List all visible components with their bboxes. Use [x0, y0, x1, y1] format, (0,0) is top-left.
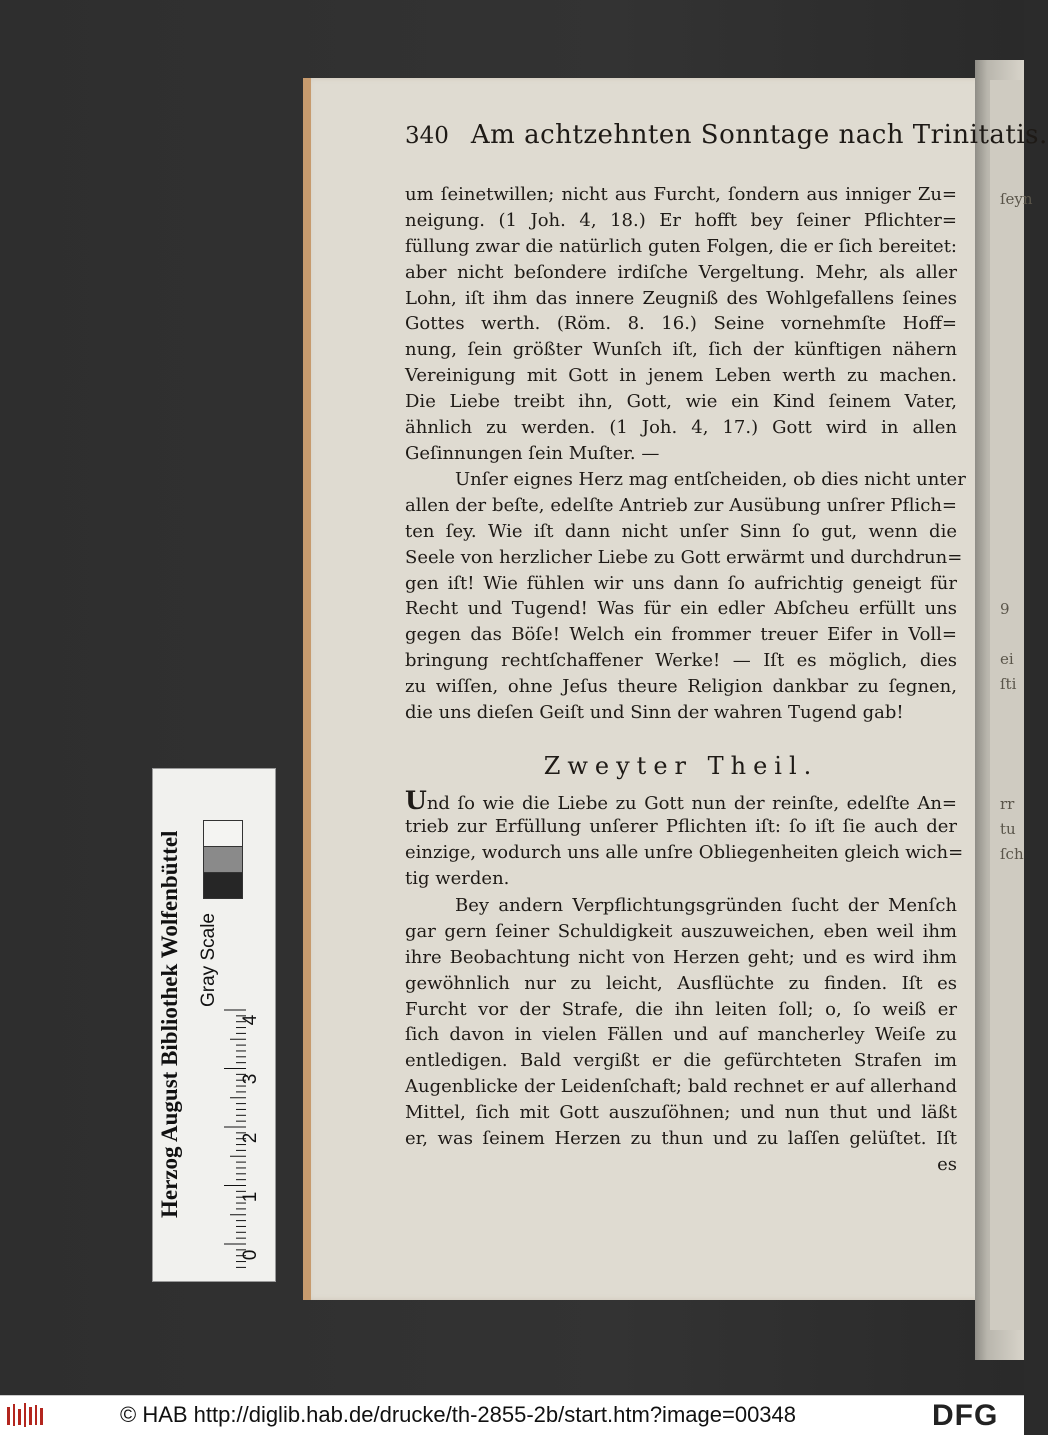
- text-line: Seele von herzlicher Liebe zu Gott erwärmt und durchdrun=: [405, 546, 963, 568]
- gray-swatch-mid: [203, 846, 243, 873]
- section-heading: Zweyter Theil.: [543, 752, 819, 780]
- copyright-url: © HAB http://diglib.hab.de/drucke/th-2855-2b/start.htm?image=00348: [120, 1402, 797, 1427]
- text-line: füllung zwar die natürlich guten Folgen, die er ſich bereitet:: [405, 235, 957, 257]
- text-line: entledigen. Bald vergißt er die gefürchteten Strafen im: [405, 1050, 957, 1072]
- text-line: Vereinigung mit Gott in jenem Leben werth zu machen.: [405, 365, 957, 387]
- text-line: Mittel, ſich mit Gott auszuſöhnen; und nun thut und läßt: [405, 1102, 957, 1124]
- text-line: Unſer eignes Herz mag entſcheiden, ob dies nicht unter: [455, 469, 966, 490]
- text-line: gen iſt! Wie fühlen wir uns dann ſo aufrichtig geneigt für: [405, 572, 957, 594]
- text-line: allen der beſte, edelſte Antrieb zur Ausübung unſrer Pflich=: [405, 494, 957, 516]
- text-line: trieb zur Erfüllung unſerer Pflichten iſt: ſo iſt ſie auch der: [405, 815, 957, 837]
- text-line: Furcht vor der Strafe, die ihn leiten ſoll; o, ſo weiß er: [405, 998, 957, 1020]
- text-line: Lohn, iſt ihm das innere Zeugniß des Wohlgefallens ſeines: [405, 287, 957, 309]
- text-line: ten ſey. Wie iſt dann nicht unſer Sinn ſo gut, wenn die: [405, 520, 957, 542]
- ruler-number: 2: [240, 1132, 261, 1144]
- adjacent-page-fragment: tu: [1000, 820, 1016, 838]
- adjacent-page-fragment: 9: [1000, 600, 1010, 618]
- adjacent-page-inner: [990, 80, 1024, 1330]
- text-line: gegen das Böſe! Welch ein frommer treuer Eifer in Voll=: [405, 624, 957, 646]
- catchword: es: [937, 1153, 957, 1175]
- text-line: einzige, wodurch uns alle unſre Obliegenheiten gleich wich=: [405, 841, 964, 863]
- barcode-logo-icon: [6, 1401, 48, 1429]
- running-head-title: Am achtzehnten Sonntage nach Trinitatis.: [470, 120, 1048, 150]
- text-line: Augenblicke der Leidenſchaft; bald rechnet er auf allerhand: [405, 1076, 957, 1098]
- text-line: Die Liebe treibt ihn, Gott, wie ein Kind ſeinem Vater,: [405, 391, 957, 413]
- adjacent-page-fragment: ſeyn: [1000, 190, 1033, 208]
- ruler-number: 1: [240, 1191, 261, 1203]
- gray-swatch-light: [203, 820, 243, 847]
- text-line: er, was ſeinem Herzen zu thun und zu laſſen gelüſtet. Iſt: [405, 1128, 957, 1150]
- adjacent-page-fragment: ſch: [1000, 845, 1024, 863]
- text-line-with-dropcap: [405, 788, 957, 814]
- text-line: gar gern ſeiner Schuldigkeit auszuweichen, eben weil ihm: [405, 920, 957, 942]
- ruler-number: 0: [240, 1249, 261, 1261]
- gray-swatch-dark: [203, 872, 243, 899]
- paragraph-4: [405, 893, 957, 1178]
- text-line: aber nicht beſondere irdiſche Vergeltung. Mehr, als aller: [405, 261, 957, 283]
- dropcap: U: [405, 786, 427, 815]
- text-line: bringung rechtſchaffener Werke! — Iſt es möglich, dies: [405, 650, 957, 672]
- ruler-title: Herzog August Bibliothek Wolfenbüttel: [157, 830, 182, 1218]
- text-line: um ſeinetwillen; nicht aus Furcht, ſondern aus inniger Zu=: [405, 184, 957, 205]
- text-line: Gottes werth. (Röm. 8. 16.) Seine vornehmſte Hoff=: [405, 313, 957, 335]
- text-line: Geſinnungen ſein Muſter. —: [405, 442, 660, 464]
- page-edge: [303, 78, 311, 1300]
- paragraph-2: [405, 467, 966, 726]
- ruler-number: 4: [240, 1014, 261, 1026]
- text-line: neigung. (1 Joh. 4, 18.) Er hofft bey ſeiner Pflichter=: [405, 209, 957, 231]
- ruler-number: 3: [240, 1073, 261, 1085]
- text-line-rest: nd ſo wie die Liebe zu Gott nun der reinſte, edelſte An=: [426, 793, 957, 814]
- text-line: ſich davon in vielen Fällen und auf mancherley Weiſe zu: [405, 1024, 957, 1046]
- running-head: [405, 120, 1048, 160]
- page-number: 340: [405, 123, 449, 149]
- text-line: zu wiſſen, ohne Jeſus theure Religion dankbar zu ſegnen,: [405, 676, 957, 698]
- adjacent-page-fragment: rr: [1000, 795, 1015, 813]
- text-line: ähnlich zu werden. (1 Joh. 4, 17.) Gott wird in allen: [405, 417, 957, 439]
- text-line: gewöhnlich nur zu leicht, Ausflüchte zu finden. Iſt es: [405, 972, 957, 994]
- paragraph-3: [405, 786, 964, 892]
- text-line: nung, ſein größter Wunſch iſt, ſich der künftigen nähern: [405, 339, 957, 361]
- text-line: die uns dieſen Geiſt und Sinn der wahren Tugend gab!: [405, 702, 904, 724]
- text-line: Recht und Tugend! Was für ein edler Abſcheu erfüllt uns: [405, 598, 957, 620]
- text-line: Bey andern Verpflichtungsgründen ſucht der Menſch: [455, 895, 957, 916]
- paragraph-1: [405, 182, 957, 467]
- adjacent-page-fragment: ſti: [1000, 675, 1017, 693]
- text-line: tig werden.: [405, 867, 510, 889]
- dfg-logo: DFG: [932, 1399, 999, 1432]
- ruler-label: Gray Scale: [198, 913, 219, 1007]
- text-line: ihre Beobachtung nicht von Herzen geht; und es wird ihm: [405, 946, 957, 968]
- adjacent-page-fragment: ei: [1000, 650, 1014, 668]
